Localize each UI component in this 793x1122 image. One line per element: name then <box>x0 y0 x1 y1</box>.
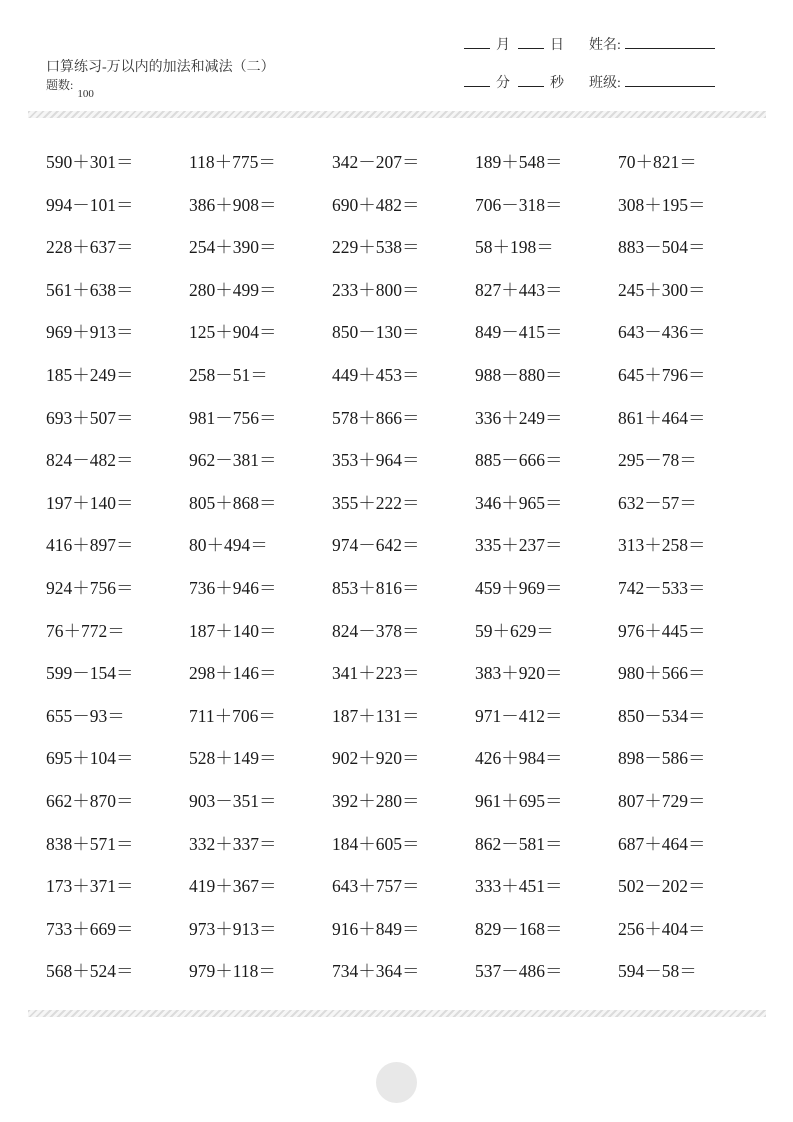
problem-item: 258－51＝ <box>189 364 268 385</box>
problem-item: 256＋404＝ <box>618 918 706 939</box>
problem-item: 994－101＝ <box>46 194 134 215</box>
problem-item: 599－154＝ <box>46 663 134 684</box>
problem-item: 850－534＝ <box>618 705 706 726</box>
problem-item: 80＋494＝ <box>189 535 268 556</box>
problem-item: 850－130＝ <box>332 322 420 343</box>
problem-item: 187＋131＝ <box>332 705 420 726</box>
class-label: 班级: <box>589 76 621 91</box>
problem-item: 853＋816＝ <box>332 577 420 598</box>
problem-item: 197＋140＝ <box>46 492 134 513</box>
problem-item: 979＋118＝ <box>189 961 276 982</box>
problem-item: 426＋984＝ <box>475 748 563 769</box>
problem-item: 76＋772＝ <box>46 620 125 641</box>
problem-item: 245＋300＝ <box>618 279 706 300</box>
seconds-blank[interactable] <box>518 74 544 87</box>
problem-item: 862－581＝ <box>475 833 563 854</box>
problem-row <box>46 576 766 619</box>
problem-count <box>46 76 94 100</box>
time-fields <box>464 72 580 92</box>
problem-item: 386＋908＝ <box>189 194 277 215</box>
day-blank[interactable] <box>518 36 544 49</box>
problem-item: 70＋821＝ <box>618 152 697 172</box>
minutes-label: 分 <box>496 76 510 91</box>
problem-count-value: 100 <box>77 88 94 100</box>
problem-item: 916＋849＝ <box>332 918 420 939</box>
problem-item: 829－168＝ <box>475 918 563 939</box>
problem-row <box>46 193 766 236</box>
problem-item: 849－415＝ <box>475 322 563 343</box>
problem-item: 969＋913＝ <box>46 322 134 343</box>
class-blank[interactable] <box>625 74 715 87</box>
problem-item: 885－666＝ <box>475 450 563 471</box>
problem-item: 805＋868＝ <box>189 492 277 513</box>
problem-item: 824－482＝ <box>46 450 134 471</box>
name-blank[interactable] <box>625 36 715 49</box>
problem-item: 645＋796＝ <box>618 364 706 385</box>
problem-item: 59＋629＝ <box>475 620 554 641</box>
problem-item: 502－202＝ <box>618 876 706 897</box>
problem-item: 185＋249＝ <box>46 364 134 385</box>
problem-item: 742－533＝ <box>618 577 706 598</box>
problem-item: 594－58＝ <box>618 961 697 982</box>
problem-item: 690＋482＝ <box>332 194 420 215</box>
problem-item: 632－57＝ <box>618 492 697 513</box>
problem-item: 229＋538＝ <box>332 237 420 258</box>
problem-item: 693＋507＝ <box>46 407 134 428</box>
problem-item: 662＋870＝ <box>46 790 134 811</box>
problem-item: 187＋140＝ <box>189 620 277 641</box>
problem-row <box>46 320 766 363</box>
name-field <box>589 34 715 54</box>
problem-row <box>46 789 766 832</box>
worksheet-title: 口算练习-万以内的加法和减法（二） <box>46 60 275 75</box>
problem-item: 903－351＝ <box>189 790 277 811</box>
problem-row <box>46 235 766 278</box>
problem-item: 924＋756＝ <box>46 577 134 598</box>
problem-row <box>46 832 766 875</box>
problem-item: 342－207＝ <box>332 152 420 172</box>
problem-item: 568＋524＝ <box>46 961 134 982</box>
problem-item: 333＋451＝ <box>475 876 563 897</box>
problem-item: 313＋258＝ <box>618 535 706 556</box>
day-label: 日 <box>550 38 564 53</box>
problem-item: 355＋222＝ <box>332 492 420 513</box>
bottom-divider <box>28 1010 766 1017</box>
problem-item: 971－412＝ <box>475 705 563 726</box>
problem-item: 733＋669＝ <box>46 918 134 939</box>
problem-item: 578＋866＝ <box>332 407 420 428</box>
name-label: 姓名: <box>589 38 621 53</box>
problem-item: 280＋499＝ <box>189 279 277 300</box>
problem-item: 590＋301＝ <box>46 152 134 172</box>
problem-item: 973＋913＝ <box>189 918 277 939</box>
problem-row <box>46 448 766 491</box>
page-indicator-circle <box>376 1062 417 1103</box>
problem-grid <box>46 150 766 1002</box>
problem-row <box>46 704 766 747</box>
problem-item: 346＋965＝ <box>475 492 563 513</box>
problem-row <box>46 533 766 576</box>
problem-row <box>46 959 766 1002</box>
problem-item: 655－93＝ <box>46 705 125 726</box>
problem-row <box>46 619 766 662</box>
problem-item: 962－381＝ <box>189 450 277 471</box>
problem-count-label: 题数: <box>46 78 74 92</box>
problem-item: 228＋637＝ <box>46 237 134 258</box>
problem-item: 988－880＝ <box>475 364 563 385</box>
problem-row <box>46 661 766 704</box>
problem-item: 528＋149＝ <box>189 748 277 769</box>
top-divider <box>28 111 766 118</box>
problem-item: 736＋946＝ <box>189 577 277 598</box>
problem-item: 341＋223＝ <box>332 663 420 684</box>
month-blank[interactable] <box>464 36 490 49</box>
problem-item: 961＋695＝ <box>475 790 563 811</box>
problem-item: 883－504＝ <box>618 237 706 258</box>
month-label: 月 <box>496 38 510 53</box>
problem-item: 687＋464＝ <box>618 833 706 854</box>
problem-item: 335＋237＝ <box>475 535 563 556</box>
problem-item: 706－318＝ <box>475 194 563 215</box>
problem-row <box>46 278 766 321</box>
problem-item: 734＋364＝ <box>332 961 420 982</box>
problem-item: 537－486＝ <box>475 961 563 982</box>
problem-row <box>46 363 766 406</box>
problem-item: 643－436＝ <box>618 322 706 343</box>
problem-item: 902＋920＝ <box>332 748 420 769</box>
minutes-blank[interactable] <box>464 74 490 87</box>
problem-item: 827＋443＝ <box>475 279 563 300</box>
problem-item: 383＋920＝ <box>475 663 563 684</box>
problem-item: 173＋371＝ <box>46 876 134 897</box>
problem-item: 336＋249＝ <box>475 407 563 428</box>
problem-item: 459＋969＝ <box>475 577 563 598</box>
problem-item: 58＋198＝ <box>475 237 554 258</box>
problem-row <box>46 917 766 960</box>
problem-row <box>46 491 766 534</box>
problem-item: 861＋464＝ <box>618 407 706 428</box>
problem-item: 898－586＝ <box>618 748 706 769</box>
problem-item: 233＋800＝ <box>332 279 420 300</box>
problem-item: 695＋104＝ <box>46 748 134 769</box>
class-field <box>589 72 715 92</box>
date-fields <box>464 34 580 54</box>
problem-item: 295－78＝ <box>618 450 697 471</box>
problem-item: 449＋453＝ <box>332 364 420 385</box>
problem-item: 392＋280＝ <box>332 790 420 811</box>
problem-item: 980＋566＝ <box>618 663 706 684</box>
problem-item: 643＋757＝ <box>332 876 420 897</box>
problem-item: 416＋897＝ <box>46 535 134 556</box>
problem-item: 824－378＝ <box>332 620 420 641</box>
problem-row <box>46 874 766 917</box>
problem-item: 976＋445＝ <box>618 620 706 641</box>
problem-item: 711＋706＝ <box>189 705 276 726</box>
problem-item: 332＋337＝ <box>189 833 277 854</box>
problem-item: 184＋605＝ <box>332 833 420 854</box>
problem-item: 308＋195＝ <box>618 194 706 215</box>
problem-item: 807＋729＝ <box>618 790 706 811</box>
problem-item: 189＋548＝ <box>475 152 563 172</box>
problem-item: 561＋638＝ <box>46 279 134 300</box>
problem-row <box>46 406 766 449</box>
problem-item: 838＋571＝ <box>46 833 134 854</box>
problem-item: 353＋964＝ <box>332 450 420 471</box>
problem-row <box>46 746 766 789</box>
problem-item: 974－642＝ <box>332 535 420 556</box>
problem-item: 298＋146＝ <box>189 663 277 684</box>
problem-item: 125＋904＝ <box>189 322 277 343</box>
problem-item: 118＋775＝ <box>189 152 276 172</box>
problem-item: 419＋367＝ <box>189 876 277 897</box>
problem-row <box>46 150 766 193</box>
seconds-label: 秒 <box>550 76 564 91</box>
problem-item: 981－756＝ <box>189 407 277 428</box>
problem-item: 254＋390＝ <box>189 237 277 258</box>
